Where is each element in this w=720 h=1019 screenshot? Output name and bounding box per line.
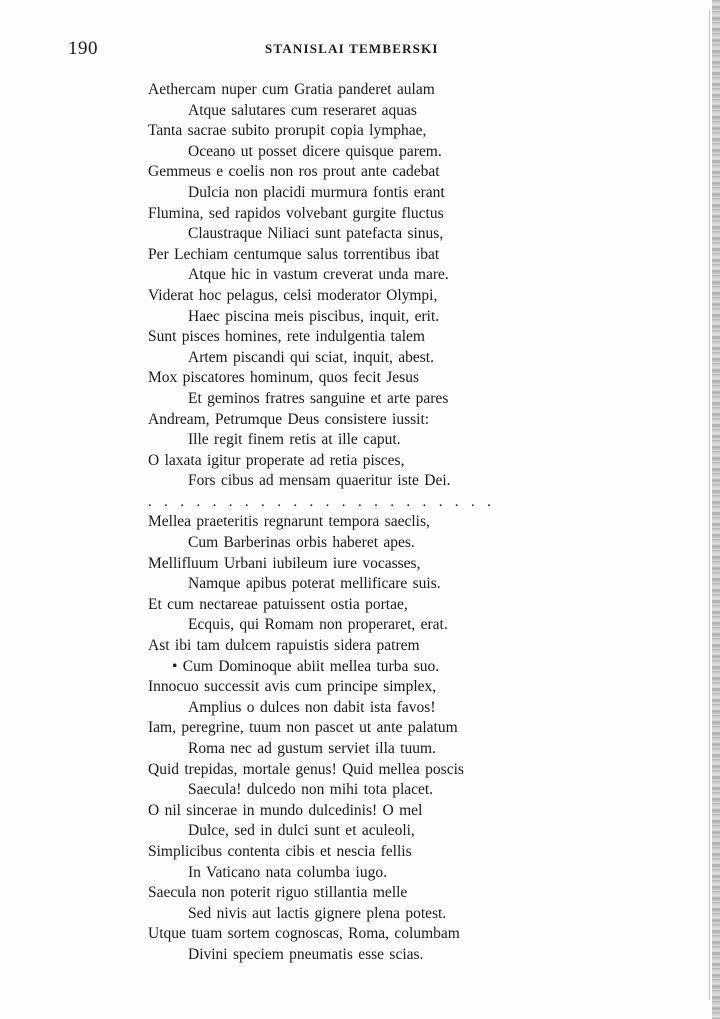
running-head: STANISLAI TEMBERSKI: [265, 41, 439, 56]
verse-line: Sed nivis aut lactis gignere plena potest.: [188, 904, 447, 922]
verse-line: Flumina, sed rapidos volvebant gurgite fluctus: [148, 204, 444, 222]
verse-line: Divini speciem pneumatis esse scias.: [188, 945, 424, 963]
verse-line: Dulce, sed in dulci sunt et aculeoli,: [188, 822, 415, 840]
verse-line: Viderat hoc pelagus, celsi moderator Olympi,: [148, 286, 438, 304]
verse-line: Iam, peregrine, tuum non pascet ut ante palatum: [148, 719, 458, 737]
verse-line: Quid trepidas, mortale genus! Quid mellea poscis: [148, 760, 464, 778]
verse-line: Atque hic in vastum creverat unda mare.: [188, 266, 449, 284]
page-edge: [712, 0, 720, 1019]
poem-body: [148, 80, 618, 966]
verse-line: Mellifluum Urbani iubileum iure vocasses,: [148, 554, 421, 572]
verse-line: Roma nec ad gustum serviet illa tuum.: [188, 740, 436, 757]
verse-line: Claustraque Niliaci sunt patefacta sinus,: [188, 225, 444, 243]
verse-line: Innocuo successit avis cum principe simplex,: [148, 678, 437, 696]
verse-line: Gemmeus e coelis non ros prout ante cadebat: [148, 163, 440, 181]
verse-line: Namque apibus poterat mellificare suis.: [188, 575, 441, 593]
page-number: 190: [68, 38, 98, 59]
verse-line: Artem piscandi qui sciat, inquit, abest.: [188, 348, 434, 366]
verse-line: Oceano ut posset dicere quisque parem.: [188, 142, 442, 160]
verse-line: Saecula non poterit riguo stillantia melle: [148, 884, 408, 902]
verse-line: Aethercam nuper cum Gratia panderet aulam: [148, 81, 435, 98]
page-header: [0, 38, 720, 62]
verse-line: Haec piscina meis piscibus, inquit, erit.: [188, 307, 440, 325]
verse-line: Andream, Petrumque Deus consistere iussit:: [148, 410, 430, 428]
verse-line: Amplius o dulces non dabit ista favos!: [188, 698, 436, 716]
verse-line: Ecquis, qui Romam non properaret, erat.: [188, 616, 448, 634]
page-edge-line: [709, 10, 710, 1000]
verse-line: Dulcia non placidi murmura fontis erant: [188, 183, 445, 201]
verse-line: O laxata igitur properate ad retia pisces,: [148, 451, 405, 469]
section-separator: ......................: [148, 493, 504, 510]
verse-line: In Vaticano nata columba iugo.: [188, 863, 387, 881]
verse-line: Mox piscatores hominum, quos fecit Jesus: [148, 369, 419, 387]
verse-line: Et cum nectareae patuissent ostia portae,: [148, 595, 408, 613]
verse-line: Mellea praeteritis regnarunt tempora saeclis,: [148, 513, 430, 531]
verse-line: Simplicibus contenta cibis et nescia fellis: [148, 842, 412, 860]
verse-line: Per Lechiam centumque salus torrentibus ibat: [148, 245, 440, 263]
verse-line: Ille regit finem retis at ille caput.: [188, 431, 401, 449]
verse-line: Tanta sacrae subito prorupit copia lymphae,: [148, 122, 427, 140]
verse-line: Et geminos fratres sanguine et arte pares: [188, 389, 449, 407]
verse-line: Cum Barberinas orbis haberet apes.: [188, 534, 415, 552]
verse-line: Atque salutares cum reseraret aquas: [188, 101, 417, 119]
verse-line: Utque tuam sortem cognoscas, Roma, columbam: [148, 925, 460, 943]
verse-line: Saecula! dulcedo non mihi tota placet.: [188, 781, 434, 799]
verse-line: Fors cibus ad mensam quaeritur iste Dei.: [188, 472, 451, 490]
verse-line: O nil sincerae in mundo dulcedinis! O mel: [148, 801, 423, 819]
verse-line: Sunt pisces homines, rete indulgentia talem: [148, 328, 425, 346]
verse-line: • Cum Dominoque abiit mellea turba suo.: [172, 657, 440, 675]
verse-line: Ast ibi tam dulcem rapuistis sidera patrem: [148, 637, 420, 655]
